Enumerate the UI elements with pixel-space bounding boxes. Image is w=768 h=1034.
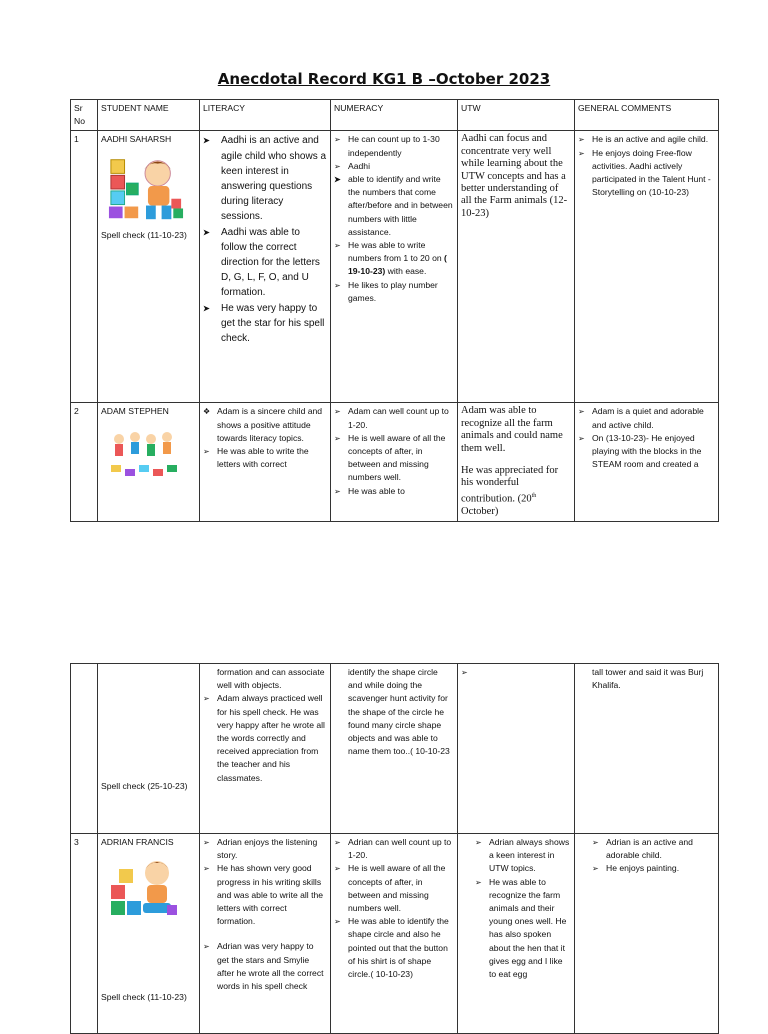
sr-cell: 2 xyxy=(71,403,98,522)
literacy-point: ➢ Adrian was very happy to get the stars and Smylie after he wrote all the correct words in his spell check xyxy=(203,940,327,993)
literacy-point: ➢ He was able to write the letters with correct xyxy=(203,445,327,471)
literacy-cell xyxy=(200,664,331,834)
general-point: ➢ Adam is a quiet and adorable and active child. xyxy=(578,405,715,431)
literacy-point: ➤ He was very happy to get the star for his spell check. xyxy=(203,301,327,347)
student-cell xyxy=(98,403,200,522)
header-numeracy: NUMERACY xyxy=(331,100,458,131)
numeracy-point: ➢ He is well aware of all the concepts of after, in between and missing numbers well. xyxy=(334,432,454,485)
document-title: Anecdotal Record KG1 B –October 2023 xyxy=(217,70,551,88)
utw-cell xyxy=(458,834,575,1034)
student-cell xyxy=(98,131,200,403)
general-point: ➢ He enjoys doing Free-flow activities. Aadhi actively participated in the Talent Hunt -Storytelling on (10-10-23) xyxy=(578,147,715,200)
numeracy-continued: identify the shape circle and while doing the scavenger hunt activity for the shape of the circle he found many circle shape objects and was able to name them too..( 10-10-23 xyxy=(348,667,450,757)
utw-point: ➢ Adrian always shows a keen interest in UTW topics. xyxy=(475,836,571,876)
literacy-point: ➢ Adrian enjoys the listening story. xyxy=(203,836,327,862)
utw-superscript: th xyxy=(531,492,537,499)
child-with-blocks-image xyxy=(107,153,185,223)
numeracy-cell xyxy=(331,834,458,1034)
header-general-comments: GENERAL COMMENTS xyxy=(575,100,719,131)
student-cell xyxy=(98,834,200,1034)
utw-text xyxy=(461,465,571,518)
utw-cell xyxy=(458,403,575,522)
header-row xyxy=(71,100,719,131)
anecdotal-table-page-2 xyxy=(70,663,719,1034)
numeracy-point: ➢ He can count up to 1-30 independently xyxy=(334,133,454,159)
numeracy-point: ➢ Adam can well count up to 1-20. xyxy=(334,405,454,431)
child-stacking-blocks-image xyxy=(107,855,179,921)
literacy-cell xyxy=(200,131,331,403)
general-point: ➢ On (13-10-23)- He enjoyed playing with the blocks in the STEAM room and created a xyxy=(578,432,715,472)
student-name: AADHI SAHARSH xyxy=(101,134,172,145)
table-row-continued xyxy=(71,664,719,834)
general-point: ➢ He is an active and agile child. xyxy=(578,133,715,146)
numeracy-point: ➢ He was able to xyxy=(334,485,454,498)
literacy-cell xyxy=(200,834,331,1034)
literacy-point: ➢ Adam always practiced well for his spell check. He was very happy after he wrote all the words correctly and received appreciation from the teacher and his classmates. xyxy=(203,692,327,784)
header-student-name: STUDENT NAME xyxy=(98,100,200,131)
numeracy-point: ➢ He likes to play number games. xyxy=(334,279,454,305)
utw-point: ➢ He was able to recognize the farm animals and their young ones well. He has also spoken about the hen that it gives egg and I like to eat egg xyxy=(475,876,571,982)
header-utw: UTW xyxy=(458,100,575,131)
numeracy-point: ➢ He is well aware of all the concepts of after, in between and missing numbers well. xyxy=(334,862,454,915)
literacy-point: ❖ Adam is a sincere child and shows a positive attitude towards literacy topics. xyxy=(203,405,327,445)
header-literacy: LITERACY xyxy=(200,100,331,131)
sr-cell xyxy=(71,664,98,834)
numeracy-point: ➢ Aadhi xyxy=(334,160,454,173)
utw-cell xyxy=(458,664,575,834)
numeracy-cell xyxy=(331,403,458,522)
utw-text: Adam was able to recognize all the farm animals and could name them well. xyxy=(461,405,563,454)
numeracy-text: He was able to write numbers from 1 to 20 on xyxy=(348,240,442,264)
table-row xyxy=(71,131,719,403)
spell-check-date: Spell check (25-10-23) xyxy=(101,781,188,791)
utw-cell: Aadhi can focus and concentrate very well while learning about the UTW concepts and has a better understanding of all the Farm animals (12-10-23) xyxy=(458,131,575,403)
numeracy-cell xyxy=(331,664,458,834)
general-point: ➢ He enjoys painting. xyxy=(592,862,715,875)
general-cell xyxy=(575,834,719,1034)
general-cell xyxy=(575,131,719,403)
numeracy-point xyxy=(334,239,454,279)
utw-text-part: He was appreciated for his wonderful contribution. (20 xyxy=(461,465,559,505)
children-playing-image xyxy=(107,425,179,485)
spell-check-date: Spell check (11-10-23) xyxy=(101,992,187,1003)
general-cell xyxy=(575,403,719,522)
spell-check-date: Spell check (11-10-23) xyxy=(101,229,187,240)
numeracy-point: ➢ Adrian can well count up to 1-20. xyxy=(334,836,454,862)
literacy-cell xyxy=(200,403,331,522)
numeracy-text: with ease. xyxy=(387,266,427,277)
literacy-point: ➤ Aadhi is an active and agile child who shows a keen interest in answering questions during literacy sessions. xyxy=(203,133,327,224)
sr-cell: 1 xyxy=(71,131,98,403)
header-sr-no: Sr No xyxy=(71,100,98,131)
literacy-continued: formation and can associate well with objects. xyxy=(217,667,325,691)
numeracy-cell xyxy=(331,131,458,403)
literacy-point: ➤ Aadhi was able to follow the correct direction for the letters D, G, L, F, O, and U formation. xyxy=(203,225,327,301)
sr-cell: 3 xyxy=(71,834,98,1034)
table-row xyxy=(71,834,719,1034)
student-name: ADAM STEPHEN xyxy=(101,406,169,417)
general-continued: tall tower and said it was Burj Khalifa. xyxy=(592,667,704,691)
literacy-point: ➢ He has shown very good progress in his writing skills and was able to write all the letters with correct formation. xyxy=(203,862,327,928)
numeracy-point: ➢ He was able to identify the shape circle and also he pointed out that the button of his shirt is of shape circle.( 10-10-23) xyxy=(334,915,454,981)
table-row xyxy=(71,403,719,522)
student-name: ADRIAN FRANCIS xyxy=(101,837,174,847)
numeracy-point: ➤ able to identify and write the numbers that come after/before and in between numbers with little assistance. xyxy=(334,173,454,239)
anecdotal-table-page-1 xyxy=(70,99,719,522)
utw-text-part: October) xyxy=(461,505,499,517)
general-cell xyxy=(575,664,719,834)
student-cell xyxy=(98,664,200,834)
general-point: ➢ Adrian is an active and adorable child. xyxy=(592,836,715,862)
numeracy-date: ( 19-10-23) xyxy=(348,253,447,277)
